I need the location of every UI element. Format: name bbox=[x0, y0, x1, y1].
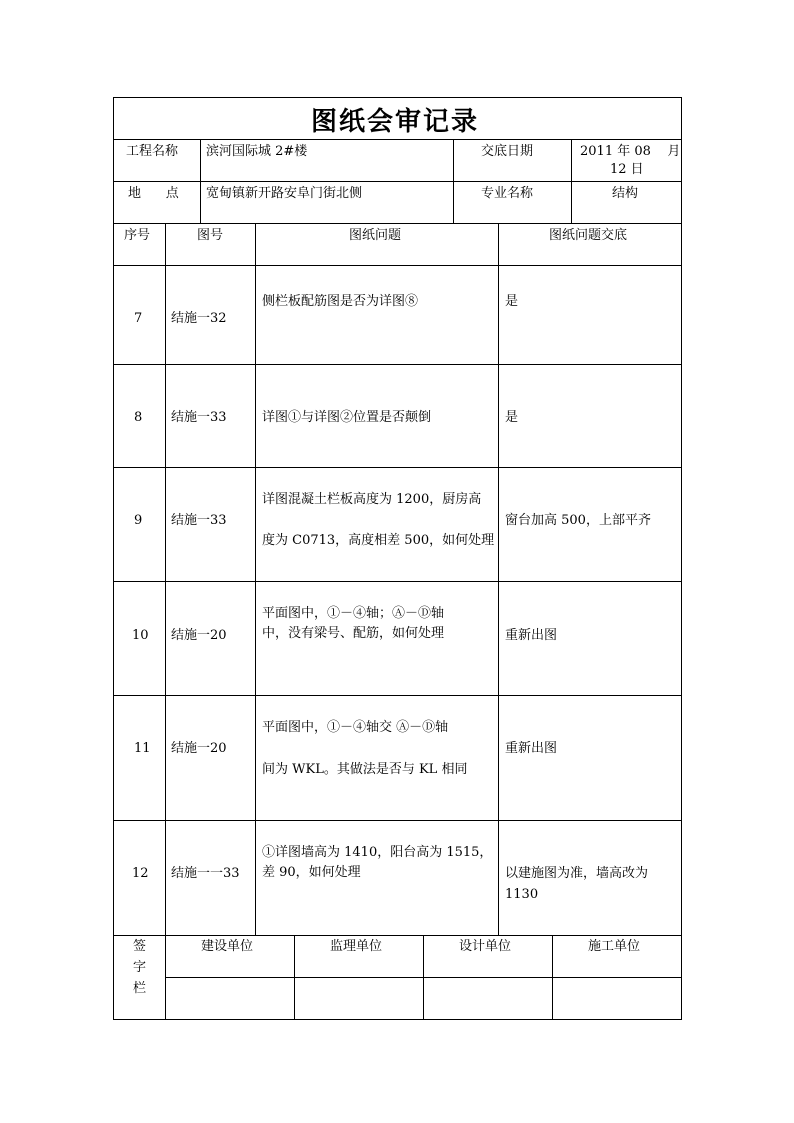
row-drawing-no: 结施一33 bbox=[171, 513, 227, 528]
row-seq: 7 bbox=[134, 311, 143, 326]
signature-label: 字 bbox=[133, 960, 147, 975]
project-name-label: 工程名称 bbox=[126, 144, 179, 159]
row-reply: 窗台加高 500，上部平齐 bbox=[505, 513, 651, 528]
divider bbox=[113, 820, 682, 821]
divider bbox=[113, 139, 682, 140]
row-seq: 11 bbox=[134, 741, 151, 756]
row-issue: 侧栏板配筋图是否为详图⑧ bbox=[262, 294, 419, 309]
row-issue: 差 90，如何处理 bbox=[262, 865, 361, 880]
divider bbox=[498, 223, 499, 935]
row-drawing-no: 结施一33 bbox=[171, 410, 227, 425]
column-header-drawing-no: 图号 bbox=[197, 228, 224, 243]
signature-unit-supervisor: 监理单位 bbox=[330, 939, 383, 954]
row-issue: 中，没有梁号、配筋，如何处理 bbox=[262, 626, 445, 641]
column-header-seq: 序号 bbox=[124, 228, 151, 243]
divider bbox=[113, 935, 682, 936]
row-reply: 以建施图为准，墙高改为 bbox=[505, 866, 649, 881]
column-header-issue: 图纸问题 bbox=[349, 228, 402, 243]
location-value: 宽甸镇新开路安阜门街北侧 bbox=[206, 186, 363, 201]
row-drawing-no: 结施一32 bbox=[171, 311, 227, 326]
row-reply: 重新出图 bbox=[505, 628, 558, 643]
divider bbox=[113, 581, 682, 582]
row-reply: 是 bbox=[505, 294, 519, 309]
row-issue: 间为 WKL。其做法是否与 KL 相同 bbox=[262, 762, 468, 777]
signature-label: 签 bbox=[133, 939, 147, 954]
row-reply: 是 bbox=[505, 410, 519, 425]
page-title: 图纸会审记录 bbox=[311, 107, 480, 137]
date-label: 交底日期 bbox=[481, 144, 534, 159]
location-label: 地 点 bbox=[128, 186, 179, 201]
row-issue: ①详图墙高为 1410，阳台高为 1515， bbox=[262, 845, 493, 860]
date-value-line2: 12 日 bbox=[610, 162, 644, 177]
divider bbox=[113, 695, 682, 696]
project-name-value: 滨河国际城 2#楼 bbox=[206, 144, 308, 159]
row-seq: 8 bbox=[134, 410, 143, 425]
row-issue: 详图①与详图②位置是否颠倒 bbox=[262, 410, 432, 425]
signature-label: 栏 bbox=[133, 981, 147, 996]
divider bbox=[113, 467, 682, 468]
row-issue: 平面图中，①－④轴；Ⓐ－Ⓓ轴 bbox=[262, 606, 445, 621]
row-drawing-no: 结施一20 bbox=[171, 741, 227, 756]
row-reply: 重新出图 bbox=[505, 741, 558, 756]
major-label: 专业名称 bbox=[481, 186, 534, 201]
row-seq: 12 bbox=[132, 866, 149, 881]
signature-unit-designer: 设计单位 bbox=[459, 939, 512, 954]
signature-unit-contractor: 施工单位 bbox=[588, 939, 641, 954]
divider bbox=[113, 223, 682, 224]
signature-field-designer[interactable] bbox=[424, 978, 552, 1019]
row-drawing-no: 结施一一33 bbox=[171, 866, 240, 881]
row-seq: 10 bbox=[132, 628, 149, 643]
divider bbox=[113, 265, 682, 266]
major-value: 结构 bbox=[612, 186, 639, 201]
divider bbox=[113, 364, 682, 365]
signature-field-supervisor[interactable] bbox=[295, 978, 423, 1019]
divider bbox=[255, 223, 256, 935]
divider bbox=[113, 181, 682, 182]
date-value-line1: 2011 年 08 月 bbox=[580, 144, 681, 159]
row-issue: 度为 C0713，高度相差 500，如何处理 bbox=[262, 533, 495, 548]
row-drawing-no: 结施一20 bbox=[171, 628, 227, 643]
column-header-reply: 图纸问题交底 bbox=[549, 228, 628, 243]
signature-field-client[interactable] bbox=[166, 978, 294, 1019]
signature-unit-client: 建设单位 bbox=[201, 939, 254, 954]
row-issue: 平面图中，①－④轴交 Ⓐ－Ⓓ轴 bbox=[262, 720, 449, 735]
divider bbox=[165, 223, 166, 935]
row-seq: 9 bbox=[134, 513, 143, 528]
row-reply: 1130 bbox=[505, 887, 539, 902]
row-issue: 详图混凝土栏板高度为 1200，厨房高 bbox=[262, 492, 482, 507]
signature-field-contractor[interactable] bbox=[553, 978, 681, 1019]
